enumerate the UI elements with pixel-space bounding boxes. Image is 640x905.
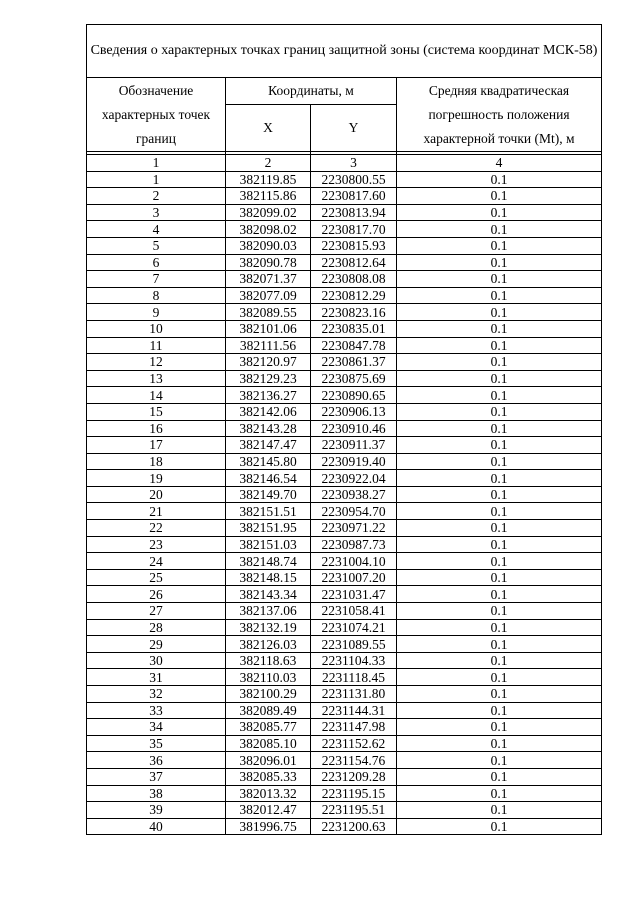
- x-coordinate-cell: 382077.09: [226, 287, 311, 304]
- x-coordinate-cell: 382119.85: [226, 171, 311, 188]
- y-header: Y: [311, 105, 397, 152]
- x-coordinate-cell: 382118.63: [226, 652, 311, 669]
- y-coordinate-cell: 2230808.08: [311, 271, 397, 288]
- y-coordinate-cell: 2230861.37: [311, 354, 397, 371]
- point-number-cell: 38: [87, 785, 226, 802]
- error-cell: 0.1: [397, 304, 602, 321]
- point-number-cell: 37: [87, 768, 226, 785]
- table-row: [87, 403, 602, 420]
- error-cell: 0.1: [397, 553, 602, 570]
- point-number-cell: 35: [87, 735, 226, 752]
- y-coordinate-cell: 2230835.01: [311, 320, 397, 337]
- y-coordinate-cell: 2230906.13: [311, 403, 397, 420]
- point-number-cell: 4: [87, 221, 226, 238]
- y-coordinate-cell: 2231118.45: [311, 669, 397, 686]
- error-cell: 0.1: [397, 254, 602, 271]
- point-number-cell: 34: [87, 719, 226, 736]
- table-row: [87, 536, 602, 553]
- table-row: [87, 586, 602, 603]
- error-cell: 0.1: [397, 520, 602, 537]
- error-cell: 0.1: [397, 586, 602, 603]
- point-number-cell: 28: [87, 619, 226, 636]
- error-cell: 0.1: [397, 271, 602, 288]
- x-coordinate-cell: 382146.54: [226, 470, 311, 487]
- x-coordinate-cell: 382115.86: [226, 188, 311, 205]
- point-number-cell: 21: [87, 503, 226, 520]
- point-number-cell: 18: [87, 453, 226, 470]
- point-number-cell: 17: [87, 437, 226, 454]
- table-row: [87, 686, 602, 703]
- table-row: [87, 254, 602, 271]
- table-row: [87, 818, 602, 835]
- y-coordinate-cell: 2230919.40: [311, 453, 397, 470]
- coordinates-header: Координаты, м: [226, 78, 397, 105]
- y-coordinate-cell: 2230910.46: [311, 420, 397, 437]
- error-cell: 0.1: [397, 337, 602, 354]
- y-coordinate-cell: 2231007.20: [311, 569, 397, 586]
- y-coordinate-cell: 2230815.93: [311, 237, 397, 254]
- x-coordinate-cell: 382089.49: [226, 702, 311, 719]
- point-number-cell: 6: [87, 254, 226, 271]
- table-row: [87, 735, 602, 752]
- column-number-row: [87, 155, 602, 172]
- x-coordinate-cell: 382100.29: [226, 686, 311, 703]
- y-coordinate-cell: 2231152.62: [311, 735, 397, 752]
- table-row: [87, 387, 602, 404]
- table-row: [87, 237, 602, 254]
- x-coordinate-cell: 382012.47: [226, 802, 311, 819]
- point-number-cell: 24: [87, 553, 226, 570]
- point-number-cell: 27: [87, 603, 226, 620]
- error-cell: 0.1: [397, 702, 602, 719]
- table-row: [87, 354, 602, 371]
- x-coordinate-cell: 382085.33: [226, 768, 311, 785]
- error-cell: 0.1: [397, 619, 602, 636]
- table-row: [87, 553, 602, 570]
- y-coordinate-cell: 2230812.64: [311, 254, 397, 271]
- point-number-cell: 15: [87, 403, 226, 420]
- error-cell: 0.1: [397, 370, 602, 387]
- point-number-cell: 5: [87, 237, 226, 254]
- table-row: [87, 453, 602, 470]
- error-cell: 0.1: [397, 204, 602, 221]
- table-row: [87, 652, 602, 669]
- error-cell: 0.1: [397, 237, 602, 254]
- y-coordinate-cell: 2230813.94: [311, 204, 397, 221]
- table-row: [87, 420, 602, 437]
- x-coordinate-cell: 382151.51: [226, 503, 311, 520]
- error-cell: 0.1: [397, 470, 602, 487]
- table-row: [87, 304, 602, 321]
- error-cell: 0.1: [397, 785, 602, 802]
- y-coordinate-cell: 2231195.15: [311, 785, 397, 802]
- x-coordinate-cell: 382137.06: [226, 603, 311, 620]
- y-coordinate-cell: 2230847.78: [311, 337, 397, 354]
- point-number-cell: 1: [87, 171, 226, 188]
- y-coordinate-cell: 2230971.22: [311, 520, 397, 537]
- point-number-cell: 19: [87, 470, 226, 487]
- table-row: [87, 503, 602, 520]
- table-row: [87, 520, 602, 537]
- x-coordinate-cell: 382151.03: [226, 536, 311, 553]
- error-cell: 0.1: [397, 735, 602, 752]
- point-number-cell: 39: [87, 802, 226, 819]
- error-cell: 0.1: [397, 686, 602, 703]
- table-row: [87, 188, 602, 205]
- table-row: [87, 337, 602, 354]
- table-row: [87, 204, 602, 221]
- table-row: [87, 271, 602, 288]
- x-coordinate-cell: 381996.75: [226, 818, 311, 835]
- x-coordinate-cell: 382148.15: [226, 569, 311, 586]
- x-coordinate-cell: 382136.27: [226, 387, 311, 404]
- point-number-cell: 2: [87, 188, 226, 205]
- x-coordinate-cell: 382142.06: [226, 403, 311, 420]
- x-coordinate-cell: 382143.28: [226, 420, 311, 437]
- x-coordinate-cell: 382089.55: [226, 304, 311, 321]
- designation-header: Обозначение характерных точек границ: [87, 78, 226, 152]
- point-number-cell: 26: [87, 586, 226, 603]
- point-number-cell: 33: [87, 702, 226, 719]
- x-coordinate-cell: 382126.03: [226, 636, 311, 653]
- table-row: [87, 569, 602, 586]
- table-row: [87, 370, 602, 387]
- y-coordinate-cell: 2230875.69: [311, 370, 397, 387]
- y-coordinate-cell: 2231195.51: [311, 802, 397, 819]
- error-cell: 0.1: [397, 221, 602, 238]
- error-header: Средняя квадратическая погрешность положения характерной точки (Mt), м: [397, 78, 602, 152]
- header-row: [87, 78, 602, 105]
- error-cell: 0.1: [397, 569, 602, 586]
- title-row: [87, 25, 602, 78]
- x-coordinate-cell: 382151.95: [226, 520, 311, 537]
- y-coordinate-cell: 2230823.16: [311, 304, 397, 321]
- x-coordinate-cell: 382099.02: [226, 204, 311, 221]
- table-row: [87, 752, 602, 769]
- point-number-cell: 29: [87, 636, 226, 653]
- x-coordinate-cell: 382132.19: [226, 619, 311, 636]
- error-cell: 0.1: [397, 802, 602, 819]
- table-row: [87, 470, 602, 487]
- error-cell: 0.1: [397, 287, 602, 304]
- y-coordinate-cell: 2230922.04: [311, 470, 397, 487]
- y-coordinate-cell: 2230987.73: [311, 536, 397, 553]
- point-number-cell: 13: [87, 370, 226, 387]
- y-coordinate-cell: 2231200.63: [311, 818, 397, 835]
- x-coordinate-cell: 382120.97: [226, 354, 311, 371]
- error-cell: 0.1: [397, 171, 602, 188]
- y-coordinate-cell: 2231154.76: [311, 752, 397, 769]
- x-coordinate-cell: 382149.70: [226, 486, 311, 503]
- point-number-cell: 40: [87, 818, 226, 835]
- error-cell: 0.1: [397, 188, 602, 205]
- y-coordinate-cell: 2231058.41: [311, 603, 397, 620]
- y-coordinate-cell: 2230911.37: [311, 437, 397, 454]
- table-body: [87, 171, 602, 835]
- x-coordinate-cell: 382090.78: [226, 254, 311, 271]
- x-coordinate-cell: 382143.34: [226, 586, 311, 603]
- error-cell: 0.1: [397, 768, 602, 785]
- table-row: [87, 669, 602, 686]
- y-coordinate-cell: 2231131.80: [311, 686, 397, 703]
- error-cell: 0.1: [397, 420, 602, 437]
- error-cell: 0.1: [397, 387, 602, 404]
- point-number-cell: 31: [87, 669, 226, 686]
- y-coordinate-cell: 2231209.28: [311, 768, 397, 785]
- point-number-cell: 12: [87, 354, 226, 371]
- y-coordinate-cell: 2230817.60: [311, 188, 397, 205]
- column-number: 3: [311, 155, 397, 172]
- y-coordinate-cell: 2231144.31: [311, 702, 397, 719]
- x-coordinate-cell: 382096.01: [226, 752, 311, 769]
- x-coordinate-cell: 382013.32: [226, 785, 311, 802]
- x-header: X: [226, 105, 311, 152]
- point-number-cell: 20: [87, 486, 226, 503]
- x-coordinate-cell: 382145.80: [226, 453, 311, 470]
- y-coordinate-cell: 2230817.70: [311, 221, 397, 238]
- point-number-cell: 3: [87, 204, 226, 221]
- x-coordinate-cell: 382129.23: [226, 370, 311, 387]
- table-row: [87, 603, 602, 620]
- coordinates-table: [86, 24, 602, 835]
- point-number-cell: 10: [87, 320, 226, 337]
- table-row: [87, 437, 602, 454]
- y-coordinate-cell: 2231089.55: [311, 636, 397, 653]
- x-coordinate-cell: 382071.37: [226, 271, 311, 288]
- x-coordinate-cell: 382098.02: [226, 221, 311, 238]
- point-number-cell: 25: [87, 569, 226, 586]
- point-number-cell: 22: [87, 520, 226, 537]
- table-row: [87, 287, 602, 304]
- error-cell: 0.1: [397, 603, 602, 620]
- x-coordinate-cell: 382085.10: [226, 735, 311, 752]
- point-number-cell: 8: [87, 287, 226, 304]
- column-number: 4: [397, 155, 602, 172]
- error-cell: 0.1: [397, 320, 602, 337]
- x-coordinate-cell: 382085.77: [226, 719, 311, 736]
- error-cell: 0.1: [397, 752, 602, 769]
- point-number-cell: 7: [87, 271, 226, 288]
- y-coordinate-cell: 2231004.10: [311, 553, 397, 570]
- y-coordinate-cell: 2230812.29: [311, 287, 397, 304]
- error-cell: 0.1: [397, 536, 602, 553]
- error-cell: 0.1: [397, 719, 602, 736]
- column-number: 2: [226, 155, 311, 172]
- y-coordinate-cell: 2231074.21: [311, 619, 397, 636]
- column-number: 1: [87, 155, 226, 172]
- y-coordinate-cell: 2230800.55: [311, 171, 397, 188]
- y-coordinate-cell: 2230890.65: [311, 387, 397, 404]
- y-coordinate-cell: 2231031.47: [311, 586, 397, 603]
- table-row: [87, 221, 602, 238]
- error-cell: 0.1: [397, 403, 602, 420]
- x-coordinate-cell: 382111.56: [226, 337, 311, 354]
- error-cell: 0.1: [397, 652, 602, 669]
- error-cell: 0.1: [397, 818, 602, 835]
- table-title: Сведения о характерных точках границ защитной зоны (система координат МСК-58): [87, 25, 602, 78]
- table-row: [87, 320, 602, 337]
- y-coordinate-cell: 2231104.33: [311, 652, 397, 669]
- table-row: [87, 486, 602, 503]
- point-number-cell: 23: [87, 536, 226, 553]
- table-row: [87, 719, 602, 736]
- table-row: [87, 636, 602, 653]
- y-coordinate-cell: 2231147.98: [311, 719, 397, 736]
- point-number-cell: 14: [87, 387, 226, 404]
- table-row: [87, 171, 602, 188]
- point-number-cell: 16: [87, 420, 226, 437]
- x-coordinate-cell: 382147.47: [226, 437, 311, 454]
- table-row: [87, 768, 602, 785]
- x-coordinate-cell: 382148.74: [226, 553, 311, 570]
- error-cell: 0.1: [397, 437, 602, 454]
- error-cell: 0.1: [397, 669, 602, 686]
- x-coordinate-cell: 382110.03: [226, 669, 311, 686]
- error-cell: 0.1: [397, 636, 602, 653]
- point-number-cell: 36: [87, 752, 226, 769]
- x-coordinate-cell: 382090.03: [226, 237, 311, 254]
- error-cell: 0.1: [397, 453, 602, 470]
- table-row: [87, 785, 602, 802]
- table-row: [87, 802, 602, 819]
- point-number-cell: 32: [87, 686, 226, 703]
- y-coordinate-cell: 2230954.70: [311, 503, 397, 520]
- table-row: [87, 702, 602, 719]
- error-cell: 0.1: [397, 503, 602, 520]
- point-number-cell: 30: [87, 652, 226, 669]
- error-cell: 0.1: [397, 486, 602, 503]
- y-coordinate-cell: 2230938.27: [311, 486, 397, 503]
- x-coordinate-cell: 382101.06: [226, 320, 311, 337]
- point-number-cell: 11: [87, 337, 226, 354]
- point-number-cell: 9: [87, 304, 226, 321]
- table-row: [87, 619, 602, 636]
- error-cell: 0.1: [397, 354, 602, 371]
